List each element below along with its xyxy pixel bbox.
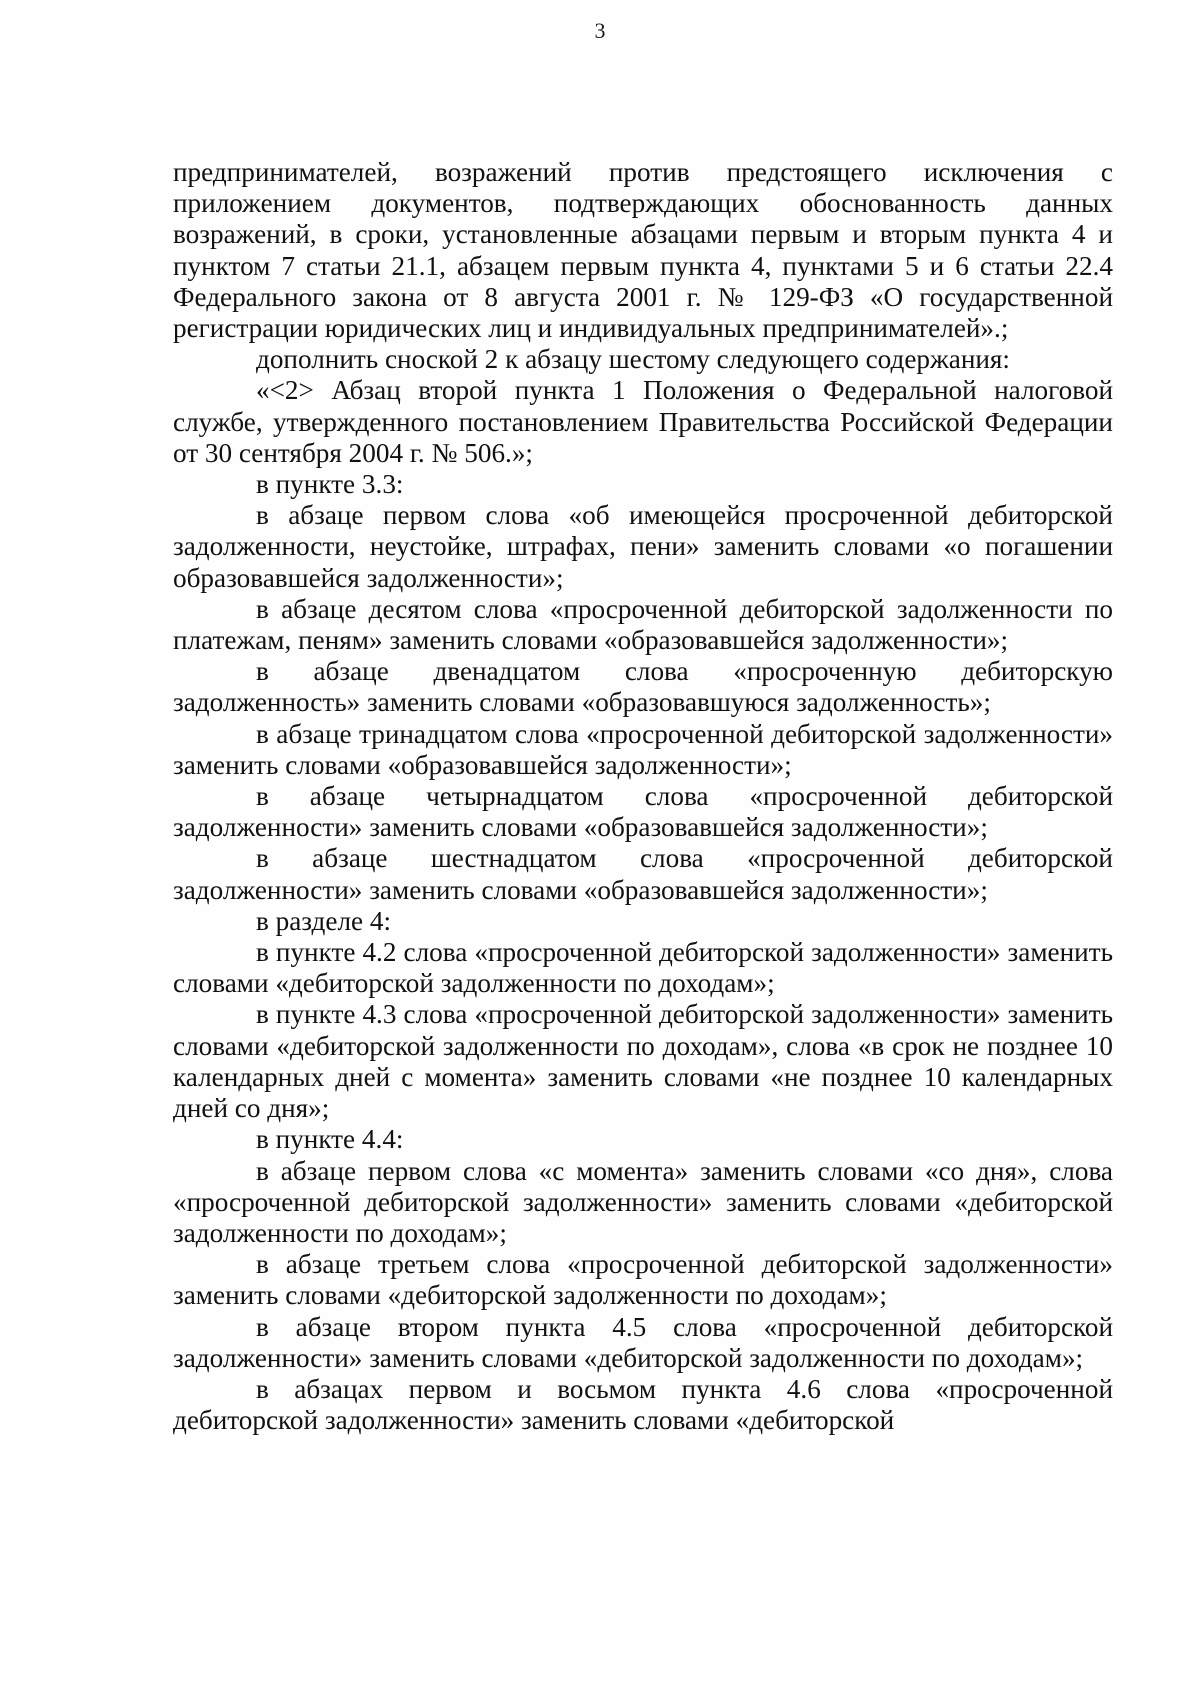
paragraph: в разделе 4: — [256, 905, 392, 936]
paragraph: дополнить сноской 2 к абзацу шестому следующего содержания: — [256, 344, 1010, 375]
paragraph: в абзаце четырнадцатом слова «просроченной дебиторской задолженности» заменить словами «образовавшейся задолженности»; — [173, 781, 1113, 843]
paragraph: в пункте 4.2 слова «просроченной дебиторской задолженности» заменить словами «дебиторской задолженности по доходам»; — [173, 937, 1113, 999]
paragraph: в абзаце втором пункта 4.5 слова «просроченной дебиторской задолженности» заменить словами «дебиторской задолженности по доходам»; — [173, 1311, 1113, 1373]
document-body — [173, 157, 1113, 1436]
paragraph: в абзаце третьем слова «просроченной дебиторской задолженности» заменить словами «дебиторской задолженности по доходам»; — [173, 1249, 1113, 1311]
paragraph: в пункте 3.3: — [256, 469, 404, 500]
paragraph: в пункте 4.3 слова «просроченной дебиторской задолженности» заменить словами «дебиторской задолженности по доходам», слова «в срок не позднее 10 календарных дней с момента» заменить словами «не позднее 10 календарных дней со дня»; — [173, 999, 1113, 1124]
paragraph: в абзаце десятом слова «просроченной дебиторской задолженности по платежам, пеням» заменить словами «образовавшейся задолженности»; — [173, 593, 1113, 656]
paragraph: в абзаце тринадцатом слова «просроченной дебиторской задолженности» заменить словами «образовавшейся задолженности»; — [173, 718, 1113, 780]
paragraph: в абзаце двенадцатом слова «просроченную дебиторскую задолженность» заменить словами «образовавшуюся задолженность»; — [173, 656, 1113, 718]
paragraph: в пункте 4.4: — [256, 1124, 404, 1155]
page-number: 3 — [594, 18, 606, 43]
paragraph: в абзаце первом слова «с момента» заменить словами «со дня», слова «просроченной дебиторской задолженности» заменить словами «дебиторской задолженности по доходам»; — [173, 1155, 1113, 1248]
paragraph-footnote-text: «<2> Абзац второй пункта 1 Положения о Федеральной налоговой службе, утвержденного постановлением Правительства Российской Федерации от 30 сентября 2004 г. № 506.»; — [173, 375, 1113, 468]
paragraph: в абзаце первом слова «об имеющейся просроченной дебиторской задолженности, неустойке, штрафах, пени» заменить словами «о погашении образовавшейся задолженности»; — [173, 500, 1113, 593]
paragraph-continued: в абзацах первом и восьмом пункта 4.6 слова «просроченной дебиторской задолженности» заменить словами «дебиторской — [173, 1373, 1113, 1436]
paragraph-continuation: предпринимателей, возражений против предстоящего исключения с приложением документов, подтверждающих обоснованность данных возражений, в сроки, установленные абзацами первым и вторым пункта 4 и пунктом 7 статьи 21.1, абзацем первым пункта 4, пунктами 5 и 6 статьи 22.4 Федерального закона от 8 августа 2001 г. № 129-ФЗ «О государственной регистрации юридических лиц и индивидуальных предпринимателей».; — [173, 157, 1113, 344]
paragraph: в абзаце шестнадцатом слова «просроченной дебиторской задолженности» заменить словами «образовавшейся задолженности»; — [173, 843, 1113, 905]
